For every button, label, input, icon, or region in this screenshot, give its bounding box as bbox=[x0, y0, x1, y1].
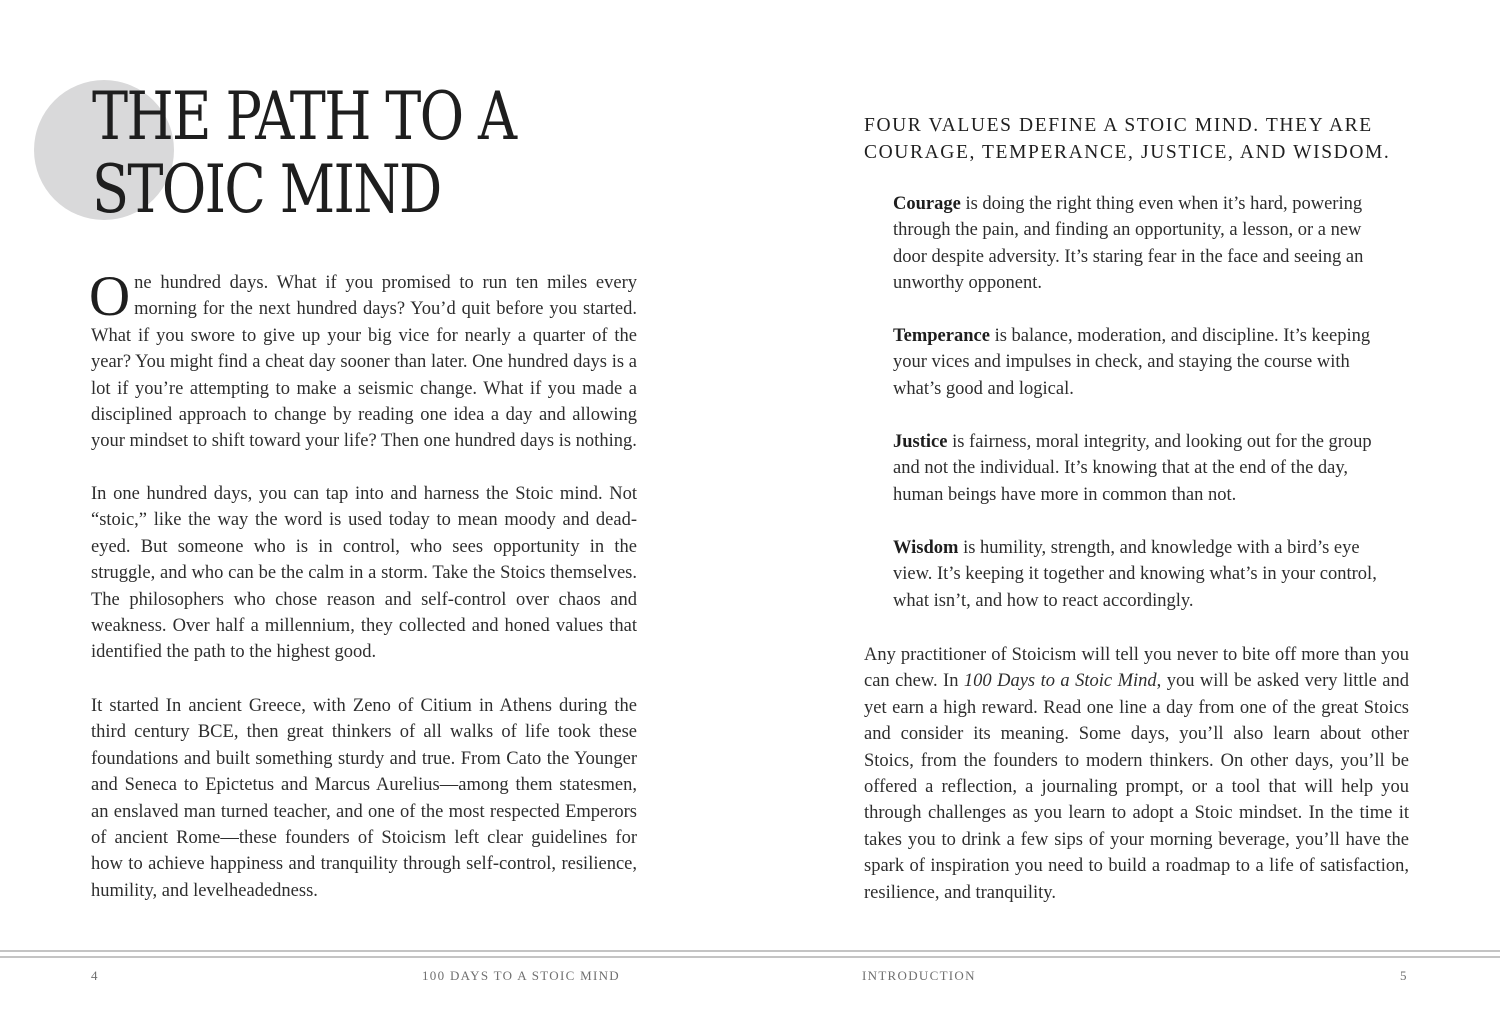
intro-paragraph-1 bbox=[89, 265, 637, 455]
value-courage bbox=[893, 191, 1382, 297]
intro-paragraph-3: It started In ancient Greece, with Zeno of Citium in Athens during the third century BCE, then great thinkers of all walks of life took these foundations and built something sturdy and true. From Cato the Younger and Seneca to Epictetus and Marcus Aurelius—among them statesmen, an enslaved man turned teacher, and one of the most respected Emperors of ancient Rome—these founders of Stoicism left clear guidelines for how to achieve happiness and tranquility through self-control, resilience, humility, and levelheadedness. bbox=[91, 696, 637, 901]
closing-text-end: , you will be asked very little and yet earn a high reward. Read one line a day from one of the great Stoics and consider its meaning. Some days, you’ll also learn about other Stoics, from the founders to modern thinkers. On other days, you’ll be offered a reflection, a journaling prompt, or a tool that will help you through challenges as you learn to adopt a Stoic mindset. In the time it takes you to drink a few sips of your morning beverage, you’ll have the spark of inspiration you need to build a roadmap to a life of satisfaction, resilience, and tranquility. bbox=[864, 671, 1410, 903]
value-description: is doing the right thing even when it’s hard, powering through the pain, and finding an opportunity, a lesson, or a new door despite adversity. It’s staring fear in the face and seeing an unworthy opponent. bbox=[893, 194, 1364, 294]
value-name: Wisdom bbox=[893, 538, 959, 558]
book-title-italic: 100 Days to a Stoic Mind bbox=[963, 671, 1157, 692]
chapter-title: THE PATH TO A STOIC MIND bbox=[92, 78, 516, 228]
right-running-head: INTRODUCTION bbox=[862, 968, 976, 983]
value-description: is humility, strength, and knowledge with a bird’s eye view. It’s keeping it together and knowing what’s in your control, what isn’t, and how to react accordingly. bbox=[893, 538, 1377, 611]
left-running-head: 100 DAYS TO A STOIC MIND bbox=[422, 968, 620, 983]
footer-rule bbox=[0, 956, 1500, 958]
value-description: is balance, moderation, and discipline. It’s keeping your vices and impulses in check, and staying the course with what’s good and logical. bbox=[893, 326, 1371, 399]
left-page-number: 4 bbox=[91, 968, 99, 983]
four-values-heading: FOUR VALUES DEFINE A STOIC MIND. THEY ARE COURAGE, TEMPERANCE, JUSTICE, AND WISDOM. bbox=[864, 115, 1391, 163]
value-wisdom bbox=[893, 535, 1382, 614]
right-page bbox=[750, 0, 1500, 1022]
value-name: Justice bbox=[893, 432, 948, 452]
intro-paragraph-1-text: ne hundred days. What if you promised to run ten miles every morning for the next hundred days? You’d quit before you started. What if you swore to give up your big vice for nearly a quarter of the year? You might find a cheat day sooner than later. One hundred days is a lot if you’re attempting to make a seismic change. What if you made a disciplined approach to change by reading one idea a day and allowing your mindset to shift toward your life? Then one hundred days is nothing. bbox=[91, 273, 637, 452]
value-name: Temperance bbox=[893, 326, 990, 346]
drop-cap: O bbox=[89, 265, 131, 328]
value-description: is fairness, moral integrity, and looking out for the group and not the individual. It’s knowing that at the end of the day, human beings have more in common than not. bbox=[893, 432, 1372, 505]
value-name: Courage bbox=[893, 194, 961, 214]
closing-paragraph bbox=[864, 642, 1409, 906]
value-justice bbox=[893, 429, 1382, 508]
intro-paragraph-2: In one hundred days, you can tap into and harness the Stoic mind. Not “stoic,” like the way the word is used today to mean moody and dead-eyed. But someone who is in control, who sees opportunity in the struggle, and who can be the calm in a storm. Take the Stoics themselves. The philosophers who chose reason and self-control over chaos and weakness. Over half a millennium, they collected and honed values that identified the path to the highest good. bbox=[91, 484, 637, 663]
footer-rule bbox=[0, 950, 1500, 952]
closing-text-start: Any practitioner of Stoicism will tell you never to bite off more than you can chew. In bbox=[864, 645, 1409, 692]
right-page-number: 5 bbox=[1400, 968, 1408, 983]
value-temperance bbox=[893, 323, 1382, 402]
